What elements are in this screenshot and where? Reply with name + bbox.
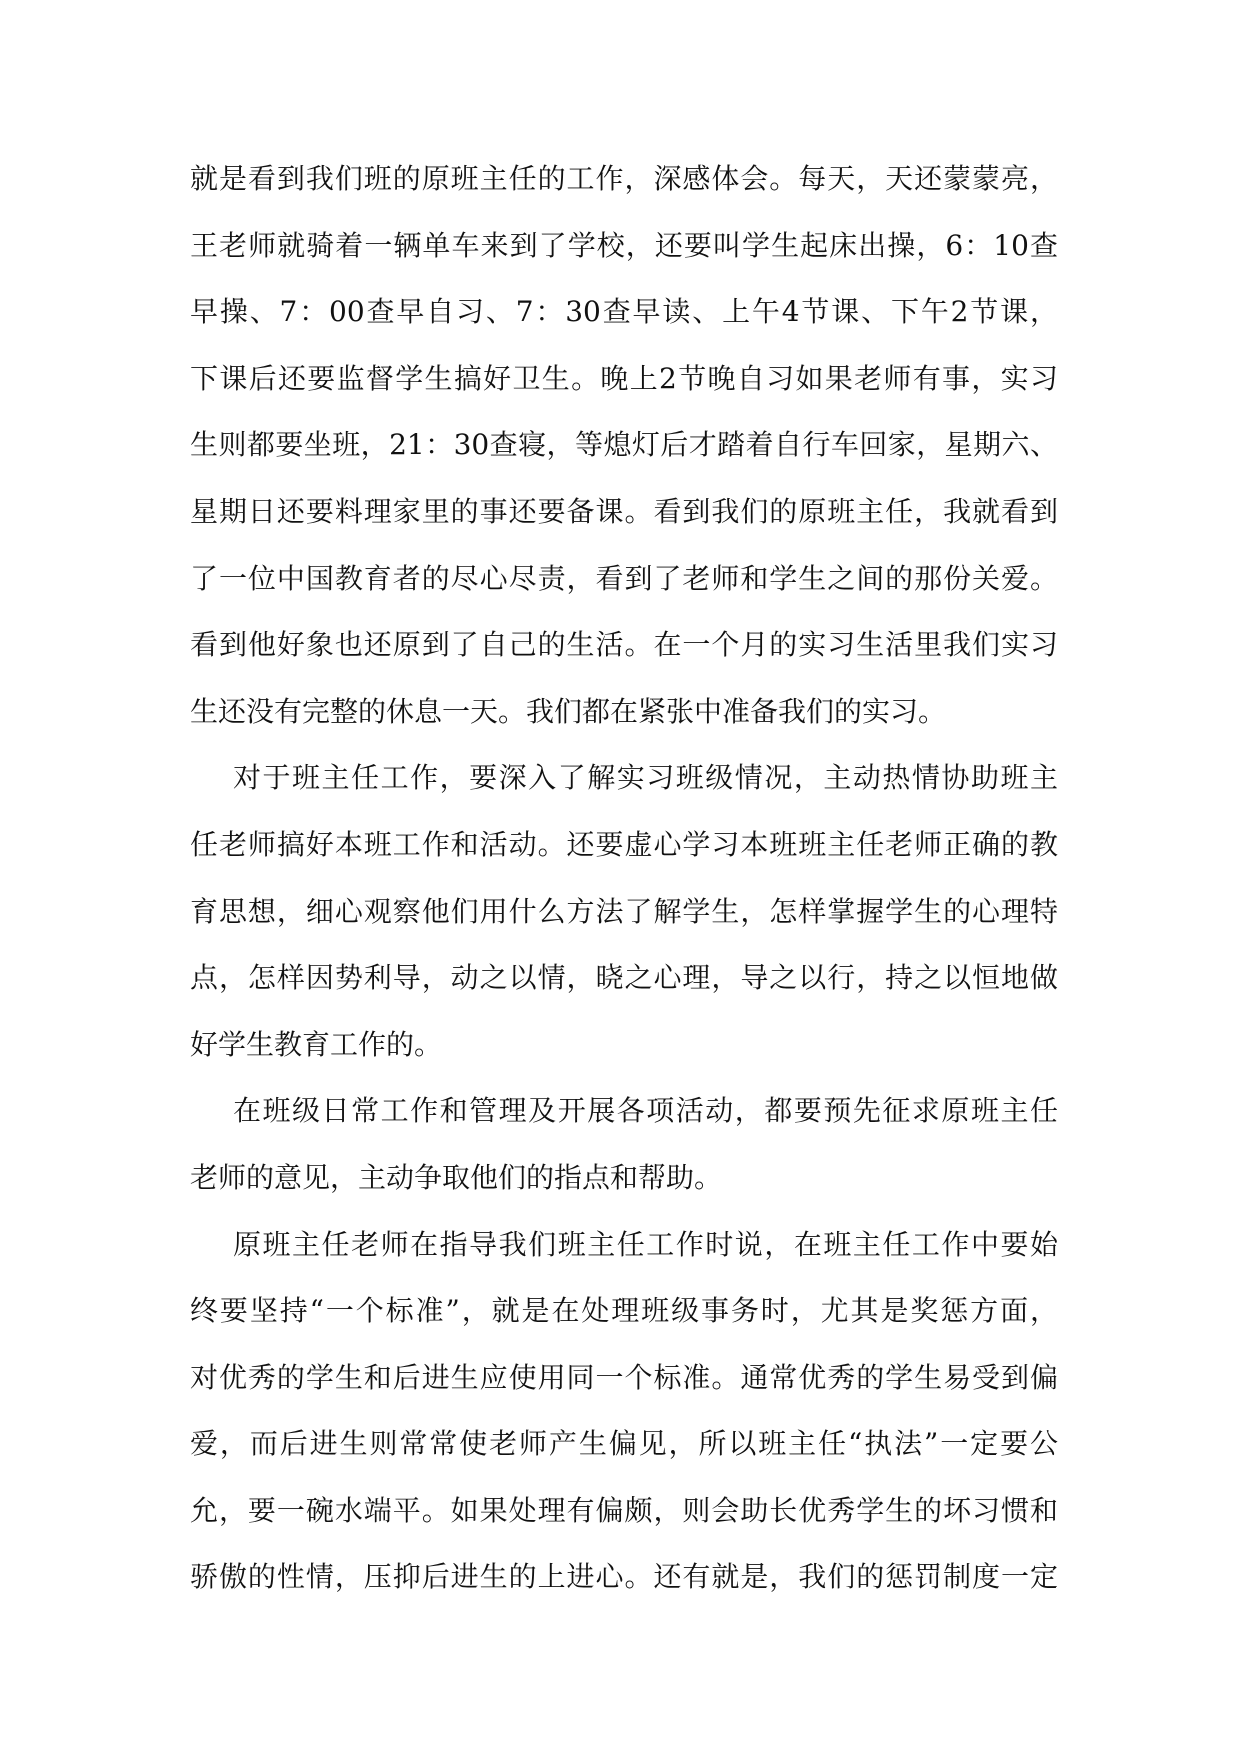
text-line: 允，要一碗水端平。如果处理有偏颇，则会助长优秀学生的坏习惯和 [190, 1493, 1058, 1527]
text-line: 星期日还要料理家里的事还要备课。看到我们的原班主任，我就看到 [190, 494, 1058, 528]
text-line: 看到他好象也还原到了自己的生活。在一个月的实习生活里我们实习 [190, 628, 1058, 662]
text-line: 了一位中国教育者的尽心尽责，看到了老师和学生之间的那份关爱。 [190, 561, 1058, 595]
text-line: 任老师搞好本班工作和活动。还要虚心学习本班班主任老师正确的教 [190, 827, 1058, 861]
paragraph-first-line: 对于班主任工作，要深入了解实习班级情况，主动热情协助班主 [233, 761, 1058, 795]
text-line: 对优秀的学生和后进生应使用同一个标准。通常优秀的学生易受到偏 [190, 1360, 1058, 1394]
text-line: 就是看到我们班的原班主任的工作，深感体会。每天，天还蒙蒙亮， [190, 162, 1058, 195]
text-line: 好学生教育工作的。 [190, 1027, 443, 1061]
text-line: 老师的意见，主动争取他们的指点和帮助。 [190, 1160, 723, 1194]
paragraph-first-line: 原班主任老师在指导我们班主任工作时说，在班主任工作中要始 [233, 1227, 1058, 1261]
text-line: 下课后还要监督学生搞好卫生。晚上2节晚自习如果老师有事，实习 [190, 361, 1058, 395]
text-line: 生则都要坐班，21：30查寝，等熄灯后才踏着自行车回家，星期六、 [190, 428, 1058, 462]
document-body [190, 146, 1058, 1611]
text-line: 早操、7：00查早自习、7：30查早读、上午4节课、下午2节课， [190, 295, 1058, 329]
text-line: 点，怎样因势利导，动之以情，晓之心理，导之以行，持之以恒地做 [190, 961, 1058, 995]
text-line: 生还没有完整的休息一天。我们都在紧张中准备我们的实习。 [190, 694, 947, 728]
text-line: 育思想，细心观察他们用什么方法了解学生，怎样掌握学生的心理特 [190, 894, 1058, 928]
text-line: 爱，而后进生则常常使老师产生偏见，所以班主任“执法”一定要公 [190, 1427, 1058, 1461]
text-line: 王老师就骑着一辆单车来到了学校，还要叫学生起床出操，6：10查 [190, 228, 1058, 262]
text-line: 骄傲的性情，压抑后进生的上进心。还有就是，我们的惩罚制度一定 [190, 1560, 1058, 1594]
text-line: 终要坚持“一个标准”，就是在处理班级事务时，尤其是奖惩方面， [190, 1294, 1058, 1328]
paragraph-first-line: 在班级日常工作和管理及开展各项活动，都要预先征求原班主任 [233, 1094, 1058, 1128]
